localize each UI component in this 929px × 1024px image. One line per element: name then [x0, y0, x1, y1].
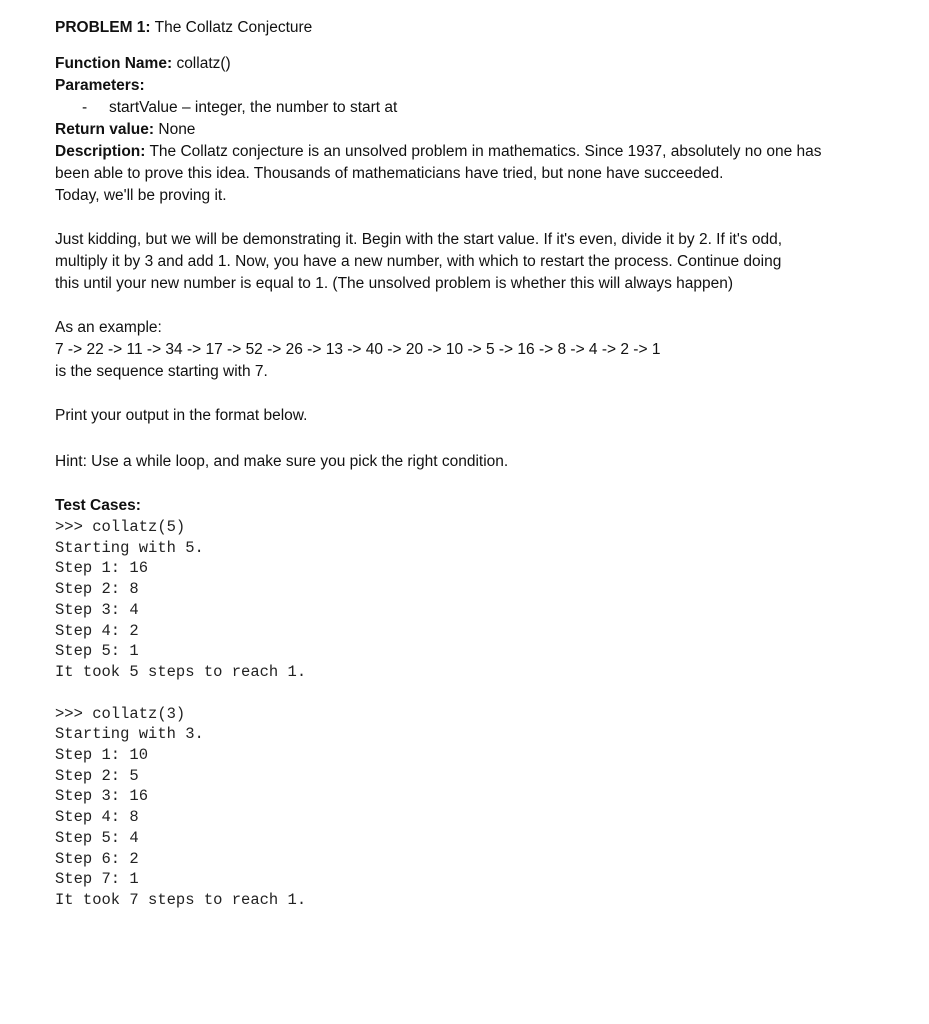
function-name-row: [55, 53, 885, 75]
parameters-label: Parameters:: [55, 77, 145, 94]
code-line: Step 2: 5: [55, 766, 139, 785]
code-line: Step 7: 1: [55, 870, 139, 889]
code-line: >>> collatz(3): [55, 704, 186, 723]
function-name-label: Function Name:: [55, 55, 173, 72]
description-line-1: [55, 141, 885, 163]
parameter-bullet: -: [82, 99, 88, 116]
problem-document: [55, 17, 885, 911]
description-label: Description:: [55, 143, 146, 160]
description-text-1: The Collatz conjecture is an unsolved problem in mathematics. Since 1937, absolutely no one has: [149, 143, 822, 160]
problem-label: PROBLEM 1:: [55, 19, 151, 36]
code-line: Step 1: 16: [55, 559, 149, 578]
paragraph2-line-2: multiply it by 3 and add 1. Now, you have a new number, with which to restart the process. Continue doing: [55, 253, 782, 270]
return-value-label: Return value:: [55, 121, 155, 138]
return-value-row: [55, 119, 885, 141]
code-line: Step 4: 2: [55, 621, 139, 640]
code-line: It took 5 steps to reach 1.: [55, 662, 307, 681]
description-line-2: been able to prove this idea. Thousands of mathematicians have tried, but none have succeeded.: [55, 165, 724, 182]
format-note: Print your output in the format below.: [55, 407, 308, 424]
description-line-3: Today, we'll be proving it.: [55, 187, 227, 204]
code-line: Step 2: 8: [55, 580, 139, 599]
test-case-2: [55, 704, 885, 911]
code-line: Step 4: 8: [55, 808, 139, 827]
code-line: Starting with 3.: [55, 725, 204, 744]
function-name-value: collatz(): [176, 55, 231, 72]
code-line: Step 5: 1: [55, 642, 139, 661]
example-intro: As an example:: [55, 319, 162, 336]
code-line: Step 1: 10: [55, 746, 149, 765]
paragraph2-line-3: this until your new number is equal to 1. (The unsolved problem is whether this will always happen): [55, 275, 734, 292]
code-line: >>> collatz(5): [55, 518, 186, 536]
paragraph2-line-1: Just kidding, but we will be demonstrating it. Begin with the start value. If it's even, divide it by 2. If it's odd,: [55, 231, 783, 248]
return-value-value: None: [158, 121, 196, 138]
hint: Hint: Use a while loop, and make sure you pick the right condition.: [55, 453, 509, 470]
parameter-item: [55, 97, 885, 119]
example-sequence: 7 -> 22 -> 11 -> 34 -> 17 -> 52 -> 26 -> 13 -> 40 -> 20 -> 10 -> 5 -> 16 -> 8 -> 4 -> 2 -> 1: [55, 341, 661, 358]
code-line: Step 3: 16: [55, 787, 149, 806]
example-outro: is the sequence starting with 7.: [55, 363, 268, 380]
test-cases-label: Test Cases:: [55, 497, 141, 514]
problem-title: The Collatz Conjecture: [154, 19, 313, 36]
test-case-1: [55, 517, 885, 683]
code-line: Step 5: 4: [55, 828, 139, 847]
code-line: Step 3: 4: [55, 600, 139, 619]
parameter-text: startValue – integer, the number to start at: [109, 99, 398, 116]
code-line: Starting with 5.: [55, 538, 204, 557]
code-line: It took 7 steps to reach 1.: [55, 890, 307, 909]
code-line: Step 6: 2: [55, 849, 139, 868]
problem-heading: [55, 17, 885, 39]
